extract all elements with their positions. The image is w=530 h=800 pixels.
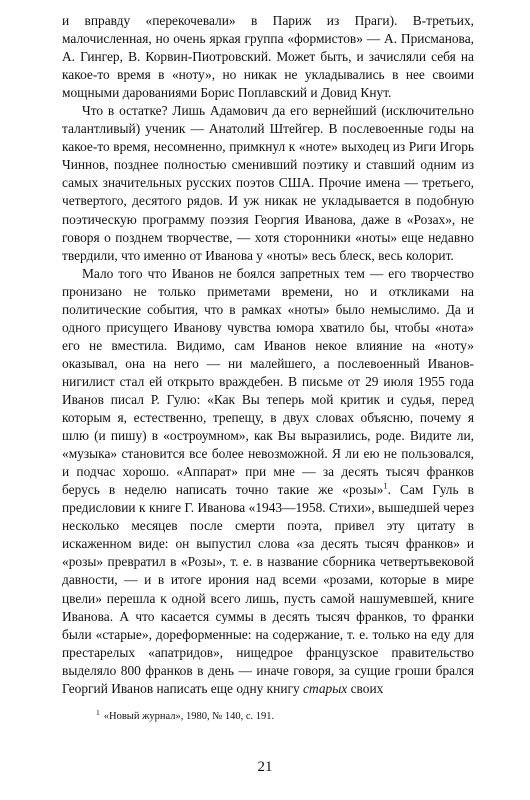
paragraph-3-text: Мало того что Иванов не боялся запретных тем — его творчество пронизано не только приметами времени, но и откликами на политические события, что в рамках «ноты» было немыслимо. Да и одного присущего Иванову чувства юмора хватило бы, чтобы «нота» его не вместила. Видимо, сам Иванов некое влияние на «ноту» оказывал, она на него — ни малейшего, а послевоенный Иванов-нигилист стал ей открыто враждебен. В письме от 29 июля 1955 года Иванов писал Р. Гулю: «Как Вы теперь мой критик и судья, перед которым я, естественно, трепещу, в двух словах объясню, почему я шлю (и пишу) в «остроумном», как Вы выразились, роде. Видите ли, «музыка» становится все более невозможной. Я ли ею не пользовался, и подчас хорошо. «Аппарат» при мне — за десять тысяч франков берусь в неделю написать точно такие же «розы» [62, 265, 474, 498]
paragraph-3 [62, 265, 474, 698]
paragraph-3-continued: . Сам Гуль в предисловии к книге Г. Иванова «1943—1958. Стихи», вышедшей через несколько месяцев после смерти поэта, привел эту цитату в искаженном виде: он выпустил слова «за десять тысяч франков» и «розы» превратил в «Розы», т. е. в название сборника четвертьвековой давности, — и в итоге ирония над всеми «розами, которые в мире цвели» перешла к одной всего лишь, пусть самой нашумевшей, книге Иванова. А что касается суммы в десять тысяч франков, то франки были «старые», дореформенные: на содержание, т. е. только на еду для престарелых «апатридов», нищедрое французское правительство выделяло 800 франков в день — иначе говоря, за сущие гроши брался Георгий Иванов написать еще одну книгу [62, 482, 474, 696]
footnote-mark: 1 [96, 707, 100, 717]
page-number: 21 [257, 759, 273, 775]
footnote [96, 707, 476, 724]
body-text [62, 12, 474, 698]
italic-word: старых [303, 680, 348, 696]
paragraph-2: Что в остатке? Лишь Адамович да его вернейший (исключительно талантливый) ученик — Анатолий Штейгер. В послевоенные годы на какое-то время, несомненно, примкнул к «ноте» выходец из Риги Игорь Чиннов, позднее полностью сменивший поэтику и ставший одним из самых значительных русских поэтов США. Прочие имена — третьего, четвертого, десятого рядов. И уж никак не укладывается в подобную поэтическую программу поэзия Георгия Иванова, даже в «Розах», не говоря о позднем творчестве, — хотя сторонники «ноты» еще недавно твердили, что именно от Иванова у «ноты» весь блеск, весь колорит. [62, 103, 474, 263]
footnote-text: «Новый журнал», 1980, № 140, с. 191. [103, 711, 275, 722]
footnote-reference[interactable]: 1 [383, 480, 388, 491]
paragraph-3-tail: своих [347, 680, 384, 696]
paragraph-1: и вправду «перекочевали» в Париж из Праги). В-третьих, малочисленная, но очень яркая группа «формистов» — А. Присманова, А. Гингер, В. Корвин-Пиотровский. Может быть, и зачисляли себя на какое-то время в «ноту», но никак не укладывались в нее своими мощными дарованиями Борис Поплавский и Довид Кнут. [62, 13, 474, 101]
